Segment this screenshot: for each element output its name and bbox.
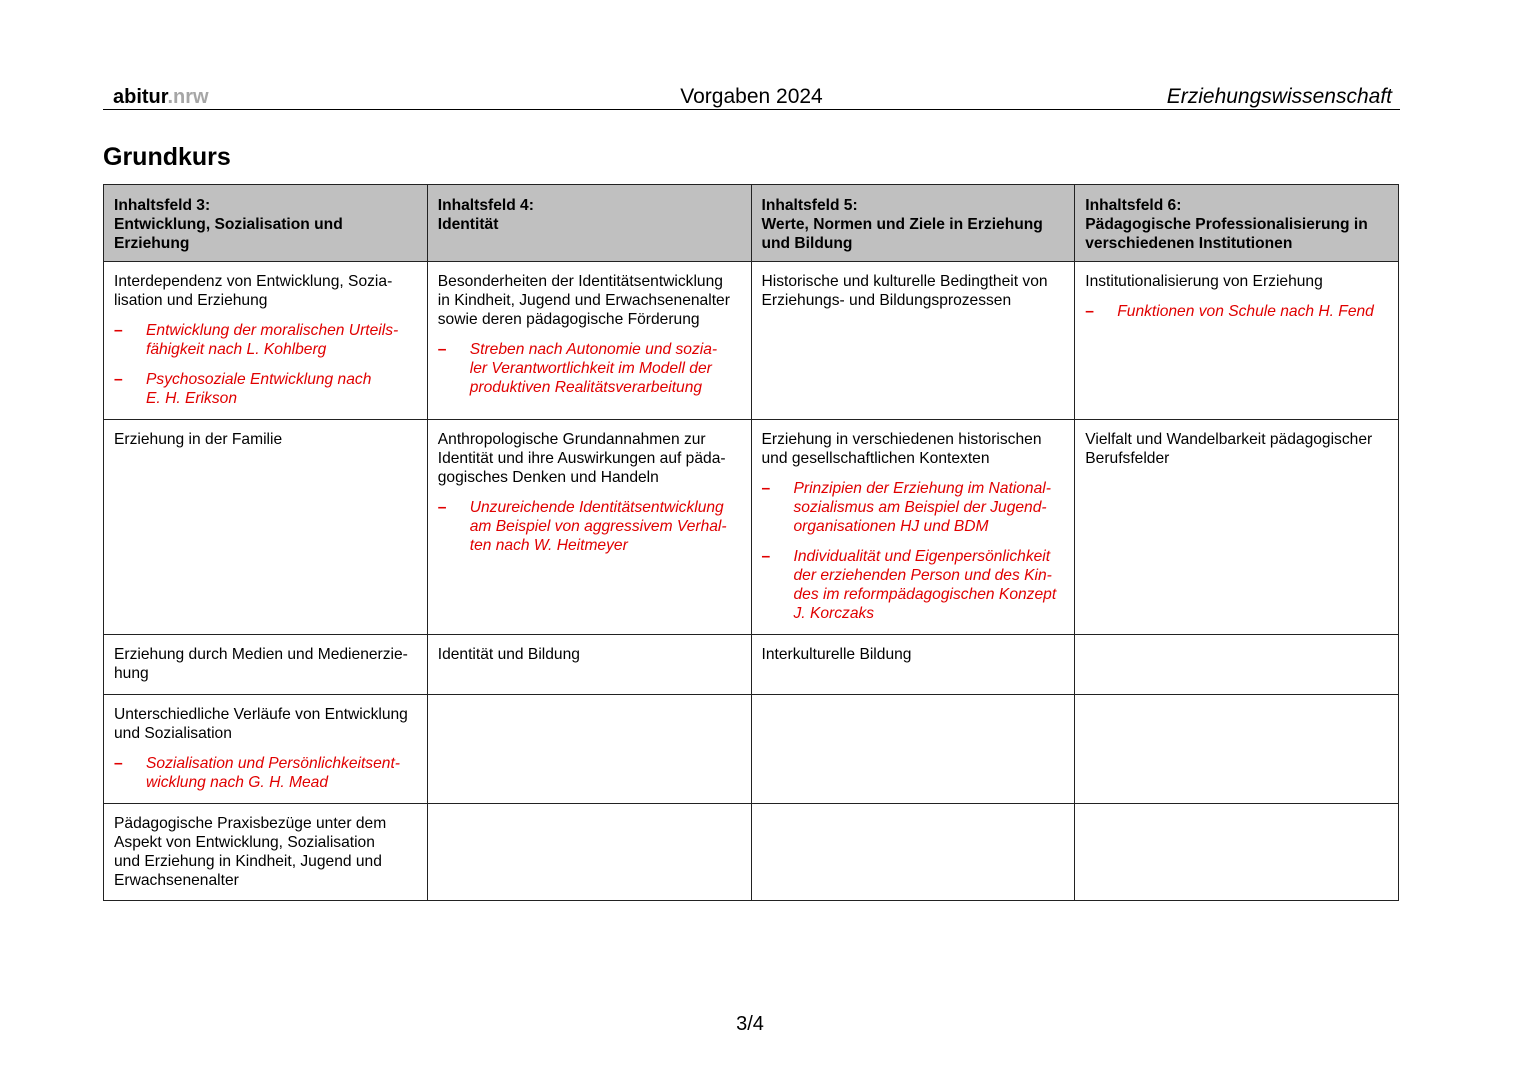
bullet-text: Entwicklung der moralischen Urteils- fähigkeit nach L. Kohlberg [146,322,399,358]
table-cell [751,695,1075,804]
cell-text: Interkulturelle Bildung [761,646,912,663]
content-table [103,184,1399,901]
table-cell [104,804,428,901]
bullet-text: Prinzipien der Erziehung im National- sozialismus am Beispiel der Jugend- organisationen HJ und BDM [793,480,1051,535]
bullet-item [114,754,417,792]
brand-main: abitur [113,86,168,108]
cell-text: Interdependenz von Entwicklung, Sozia- lisation und Erziehung [114,273,393,309]
cell-text: Anthropologische Grundannahmen zur Identität und ihre Auswirkungen auf päda- gogisches Denken und Handeln [437,431,726,486]
table-cell [427,262,751,420]
table-row [104,635,1399,695]
dash-icon: – [437,499,447,516]
cell-text: Institutionalisierung von Erziehung [1085,273,1323,290]
bullet-text: Sozialisation und Persönlichkeitsent- wicklung nach G. H. Mead [146,755,400,791]
table-cell [104,420,428,635]
bullet-text: Unzureichende Identitätsentwicklung am Beispiel von aggressivem Verhal- ten nach W. Heitmeyer [469,499,727,554]
column-header: Inhaltsfeld 4: Identität [427,185,751,262]
cell-text: Historische und kulturelle Bedingtheit von Erziehungs- und Bildungsprozessen [761,273,1048,309]
cell-text: Erziehung in der Familie [114,431,283,448]
table-cell [1075,635,1399,695]
table-cell [427,804,751,901]
table-cell [427,695,751,804]
column-header: Inhaltsfeld 3: Entwicklung, Sozialisation und Erziehung [104,185,428,262]
table-header-row [104,185,1399,262]
bullet-item [438,498,741,555]
table-cell [751,804,1075,901]
cell-text: Besonderheiten der Identitätsentwicklung in Kindheit, Jugend und Erwachsenenalter sowie deren pädagogische Förderung [437,273,730,328]
cell-text: Identität und Bildung [437,646,580,663]
table-cell [427,420,751,635]
bullet-text: Psychosoziale Entwicklung nach E. H. Erikson [146,371,372,407]
cell-text: Unterschiedliche Verläufe von Entwicklung und Sozialisation [114,706,408,742]
table-cell [1075,420,1399,635]
header-center: Vorgaben 2024 [680,85,823,108]
dash-icon: – [114,755,123,772]
bullet-item [762,479,1065,536]
table-cell [1075,695,1399,804]
bullet-item [762,547,1065,623]
bullet-item [114,321,417,359]
table-cell [427,635,751,695]
table-cell [751,262,1075,420]
bullet-text: Individualität und Eigenpersönlichkeit der erziehenden Person und des Kin- des im reformpädagogischen Konzept J. Korczaks [793,548,1057,622]
table-cell [751,635,1075,695]
column-header: Inhaltsfeld 6: Pädagogische Professionalisierung in verschiedenen Institutionen [1075,185,1399,262]
table-cell [104,635,428,695]
bullet-item [1085,302,1388,321]
page-header [103,84,1400,110]
table-row [104,695,1399,804]
column-header: Inhaltsfeld 5: Werte, Normen und Ziele in Erziehung und Bildung [751,185,1075,262]
bullet-item [438,340,741,397]
cell-text: Erziehung durch Medien und Medienerzie- hung [114,646,408,682]
table-cell [104,695,428,804]
page-number: 3/4 [736,1013,764,1035]
table-cell [104,262,428,420]
table-cell [1075,262,1399,420]
bullet-item [114,370,417,408]
bullet-text: Streben nach Autonomie und sozia- ler Verantwortlichkeit im Modell der produktiven Realitätsverarbeitung [469,341,718,396]
page-title: Grundkurs [103,143,231,171]
dash-icon: – [761,548,771,565]
dash-icon: – [114,322,123,339]
dash-icon: – [114,371,123,388]
table-cell [1075,804,1399,901]
brand-suffix: .nrw [167,86,209,108]
cell-text: Pädagogische Praxisbezüge unter dem Aspekt von Entwicklung, Sozialisation und Erziehung in Kindheit, Jugend und Erwachsenenalter [114,815,387,889]
header-subject: Erziehungswissenschaft [1166,85,1392,108]
table-row [104,420,1399,635]
dash-icon: – [1085,303,1094,320]
dash-icon: – [761,480,771,497]
cell-text: Vielfalt und Wandelbarkeit pädagogischer Berufsfelder [1085,431,1373,467]
table-row [104,262,1399,420]
table-row [104,804,1399,901]
cell-text: Erziehung in verschiedenen historischen und gesellschaftlichen Kontexten [761,431,1042,467]
dash-icon: – [437,341,447,358]
table-cell [751,420,1075,635]
bullet-text: Funktionen von Schule nach H. Fend [1117,303,1374,320]
